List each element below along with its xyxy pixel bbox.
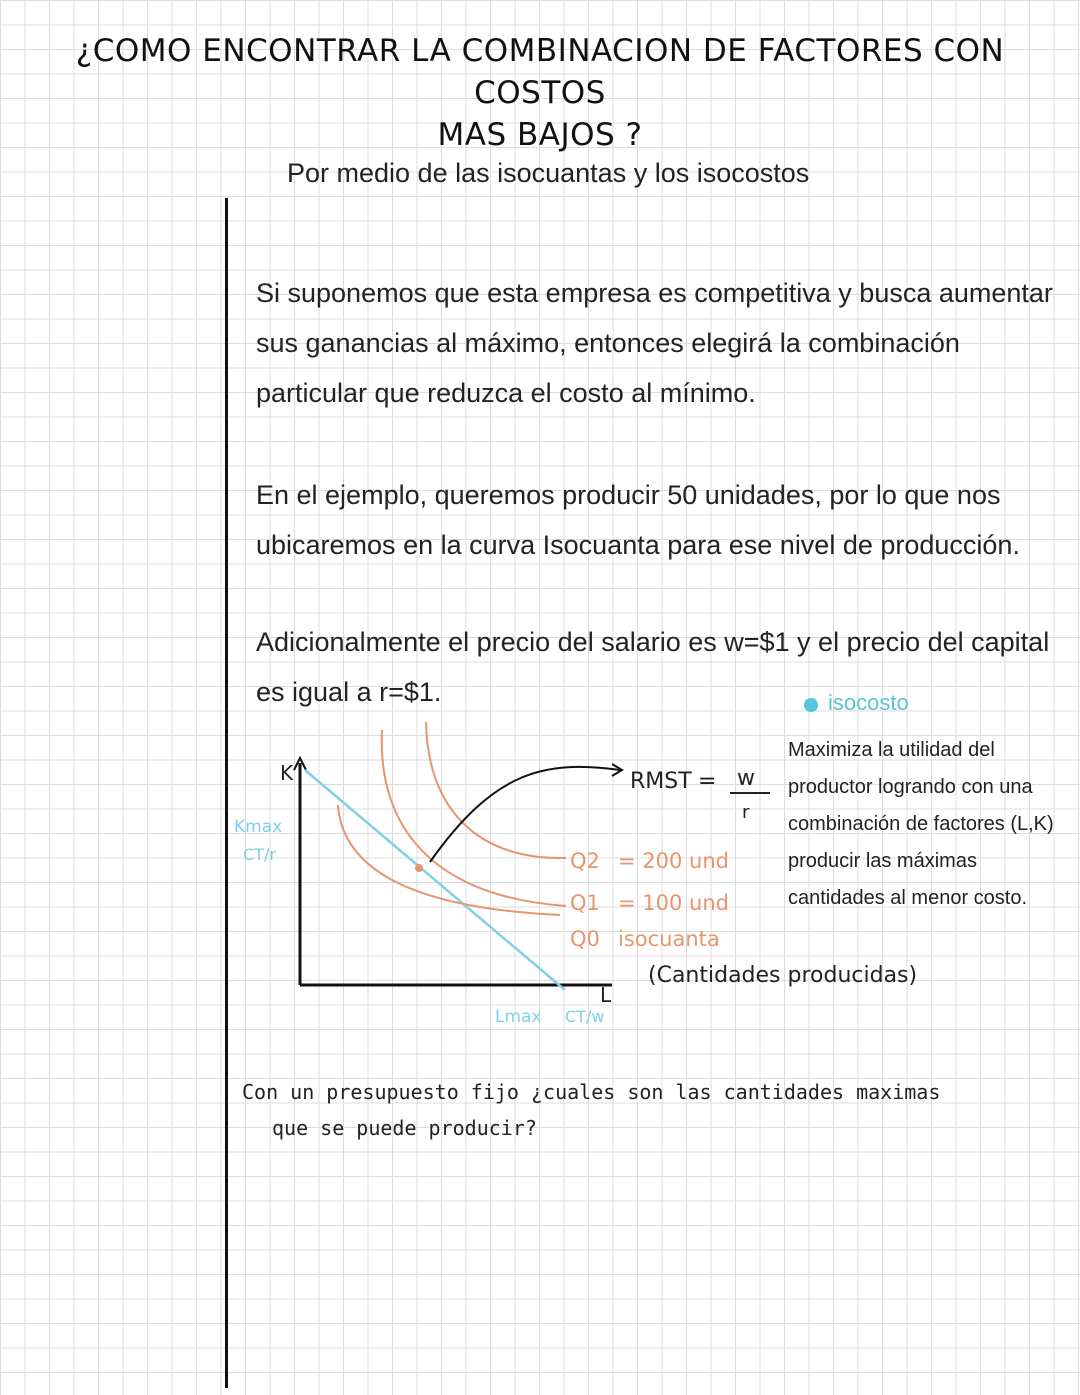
k-axis-label: K	[280, 761, 294, 785]
side-note-line: Maximiza la utilidad del	[788, 739, 995, 761]
legend-label: isocosto	[828, 690, 909, 715]
lmax-formula: CT/w	[565, 1007, 605, 1026]
q1-label: Q1	[570, 891, 600, 915]
isoquant-q2	[426, 722, 566, 858]
side-note-line: cantidades al menor costo.	[788, 887, 1028, 909]
q0-label: Q0	[570, 927, 600, 951]
kmax-formula: CT/r	[243, 845, 276, 864]
l-axis-label: L	[600, 983, 612, 1007]
paragraph-line: particular que reduzca el costo al mínimo.	[256, 378, 756, 408]
paragraph-line: Si suponemos que esta empresa es competitiva y busca aumentar	[256, 278, 1053, 308]
paragraph-line: es igual a r=$1.	[256, 677, 442, 707]
bottom-question-line: que se puede producir?	[272, 1116, 537, 1140]
q2-value: = 200 und	[618, 849, 729, 873]
paragraph-line: ubicaremos en la curva Isocuanta para ese nivel de producción.	[256, 530, 1020, 560]
q1-value: = 100 und	[618, 891, 729, 915]
bottom-question	[242, 1074, 1042, 1146]
side-note-line: productor logrando con una	[788, 776, 1033, 798]
quantities-note: (Cantidades producidas)	[648, 963, 918, 988]
title-line-1: ¿COMO ENCONTRAR LA COMBINACION DE FACTORES CON COSTOS	[75, 33, 1005, 111]
kmax-label: Kmax	[234, 817, 283, 837]
rmst-label: RMST	[630, 769, 692, 794]
rmst-arrow	[430, 767, 620, 862]
q0-value: isocuanta	[618, 927, 720, 951]
ratio-denominator: r	[742, 802, 750, 823]
lmax-label: Lmax	[495, 1007, 542, 1027]
title-line-2: MAS BAJOS ?	[437, 117, 643, 153]
side-note-line: combinación de factores (L,K)	[788, 813, 1054, 835]
isocost-line	[305, 770, 565, 990]
isoquant-q1	[382, 730, 566, 906]
isoquant-q0	[338, 805, 560, 915]
paragraph-line: Adicionalmente el precio del salario es w=$1 y el precio del capital	[256, 627, 1050, 657]
subtitle: Por medio de las isocuantas y los isocostos	[287, 158, 810, 188]
q2-label: Q2	[570, 849, 600, 873]
paragraph-line: sus ganancias al máximo, entonces elegirá la combinación	[256, 328, 960, 358]
rmst-equals: =	[698, 769, 717, 794]
paragraph-line: En el ejemplo, queremos producir 50 unidades, por lo que nos	[256, 480, 1001, 510]
ratio-numerator: w	[737, 766, 755, 791]
tangency-point	[415, 864, 423, 872]
side-note-line: producir las máximas	[788, 850, 977, 872]
bottom-question-line: Con un presupuesto fijo ¿cuales son las cantidades maximas	[242, 1080, 941, 1104]
